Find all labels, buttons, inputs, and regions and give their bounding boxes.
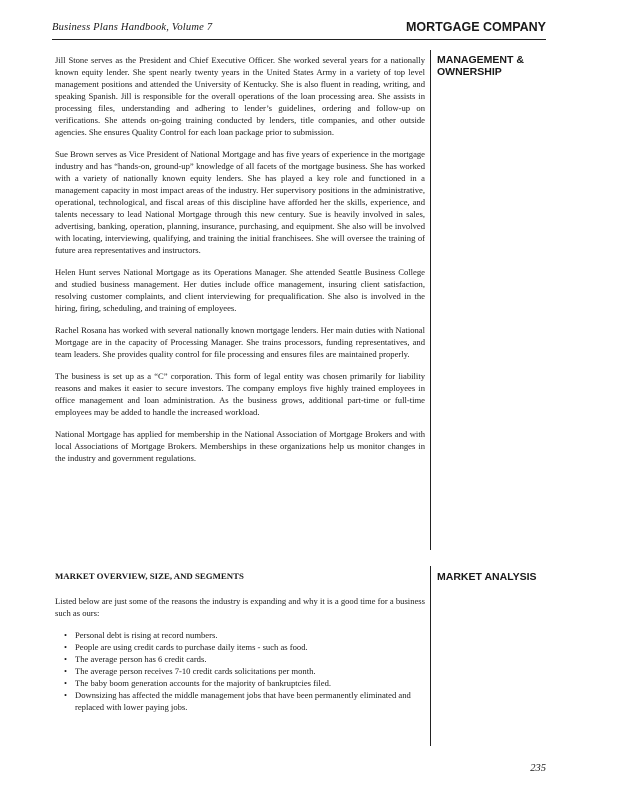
market-reasons-list: [55, 629, 425, 713]
sidebar-heading-market: MARKET ANALYSIS: [437, 571, 537, 583]
column-divider-management: [430, 50, 431, 550]
list-item: • Downsizing has affected the middle management jobs that have been permanently eliminated and replaced with lower paying jobs.: [75, 689, 425, 713]
list-item: • The average person receives 7-10 credit cards solicitations per month.: [75, 665, 425, 677]
list-item: • The average person has 6 credit cards.: [75, 653, 425, 665]
column-divider-market: [430, 566, 431, 746]
market-intro: Listed below are just some of the reasons the industry is expanding and why it is a good time for a business such as ours:: [55, 596, 425, 618]
management-section: [55, 54, 425, 474]
paragraph-rachel-rosana: Rachel Rosana has worked with several nationally known mortgage lenders. Her main duties with National Mortgage are in the capacity of Processing Manager. She trains processors, funding representatives, and team leaders. She provides quality control for file processing and ensures files are maintained properly.: [55, 325, 425, 359]
running-header-section-title: MORTGAGE COMPANY: [405, 20, 546, 34]
page-number: 235: [530, 763, 546, 774]
running-header-book-title: Business Plans Handbook, Volume 7: [52, 22, 213, 33]
market-overview-heading: MARKET OVERVIEW, SIZE, AND SEGMENTS: [55, 571, 244, 581]
paragraph-helen-hunt: Helen Hunt serves National Mortgage as its Operations Manager. She attended Seattle Business College and studied business management. Her duties include office management, insuring client satisfaction, resolving customer complaints, and client interviewing for prequalification. She also is involved in the hiring, firing, scheduling, and training of employees.: [55, 267, 425, 313]
list-item: • Personal debt is rising at record numbers.: [75, 629, 425, 641]
list-item: • The baby boom generation accounts for the majority of bankruptcies filed.: [75, 677, 425, 689]
market-section: [55, 595, 425, 713]
paragraph-corporation: The business is set up as a “C” corporation. This form of legal entity was chosen primarily for liability reasons and makes it easier to secure investors. The company employs five highly trained employees in office management and loan administration. As the business grows, additional part-time or full-time employees may be added to handle the increased workload.: [55, 371, 425, 417]
paragraph-memberships: National Mortgage has applied for membership in the National Association of Mortgage Brokers and with local Associations of Mortgage Brokers. Memberships in these organizations help us monitor changes in the industry and government regulations.: [55, 429, 425, 463]
header-rule: [52, 39, 546, 40]
paragraph-jill-stone: Jill Stone serves as the President and Chief Executive Officer. She worked several years for a nationally known equity lender. She spent nearly twenty years in the United States Army in a variety of top level management positions and attended the University of Kentucky. She is also fluent in reading, writing, and speaking Spanish. Jill is responsible for the overall operations of the loan processing area. She assists in processing files, understanding and adhering to lender’s guidelines, ordering and follow-up on verifications. She attends on-going training conducted by lenders, title companies, and other outside agencies. She ensures Quality Control for each loan package prior to submission.: [55, 55, 425, 137]
paragraph-sue-brown: Sue Brown serves as Vice President of National Mortgage and has five years of experience in the mortgage industry and has “hands-on, ground-up” knowledge of all facets of the mortgage business. She has worked with a variety of nationally known equity lenders. She has played a key role and functioned in a management capacity in most impact areas of the industry. Her supervisory positions in the administrative, operational, technological, and fiscal areas of this discipline have afforded her the skills, experience, and talents necessary to lead National Mortgage through this new century. Sue is heavily involved in sales, advertising, banking, operation, planning, insurance, purchasing, and equipment. She also will be involved with locating, interviewing, qualifying, and training the initial franchisees. She will oversee the training of future area representatives and instructors.: [55, 149, 425, 255]
sidebar-heading-management: MANAGEMENT & OWNERSHIP: [437, 54, 524, 78]
list-item: • People are using credit cards to purchase daily items - such as food.: [75, 641, 425, 653]
